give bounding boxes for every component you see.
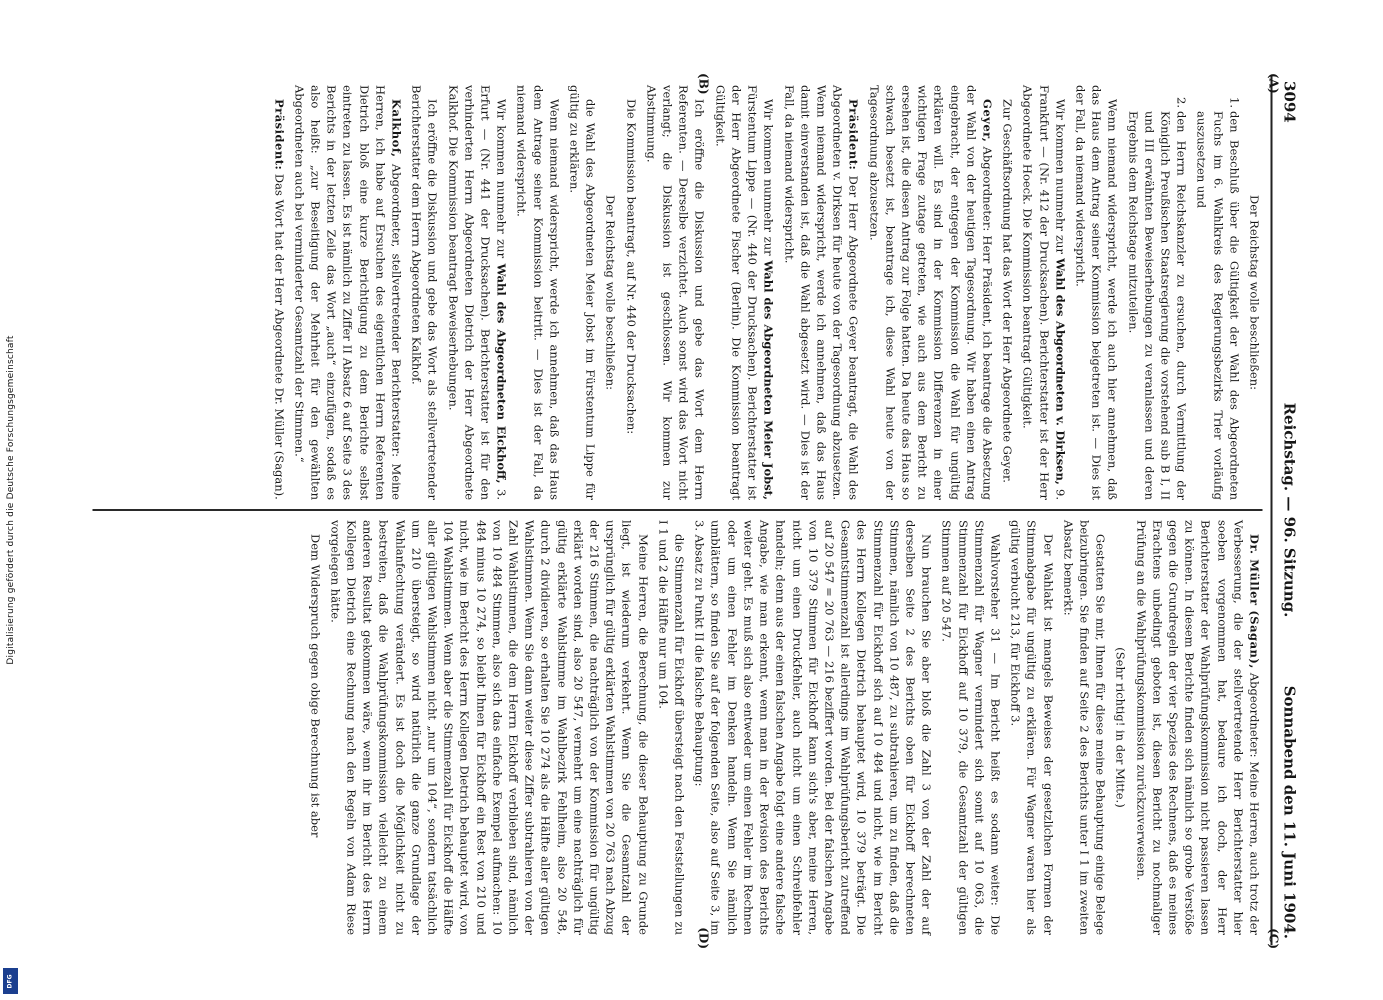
column-divider xyxy=(92,509,1262,511)
paragraph: Meine Herren, die Berechnung, die dieser Behauptung zu Grunde liegt, ist wiederum verkehrt. Wenn Sie die Gesamtzahl der ursprünglich für gültig erklärten Wahlstimmen von 20 763 nach Abzug der 216 Stimmen, die nachträglich von der Kommission für ungültig erklärt worden sind, also 20 547, vermehrt um eine nachträglich für gültig erklärte Wahlstimme im Wahlbezirk Fehlheim, also 20 548, durch 2 dividieren, so erhalten Sie 10 274 als die Hälfte aller gültigen Wahlstimmen. Wenn Sie dann weiter diese Ziffer subtrahieren von der Zahl Wahlstimmen, die dem Herrn Eickhoff verblieben sind, nämlich von 10 484 Stimmen, also sich das einfache Exempel aufmachen: 10 484 minus 10 274, so bleibt Ihnen für Eickhoff ein Rest von 210 und nicht, wie im Bericht des Herrn Kollegen Dietrich behauptet wird, von 104 Wahlstimmen. Wenn aber die Stimmenzahl für Eickhoff die Hälfte aller gültigen Wahlstimmen nicht „nur um 104“, sondern tatsächlich um 210 übersteigt, so wird natürlich die ganze Grundlage der Wahlanfechtung verändert. Es ist doch die Möglichkeit nicht zu bestreiten, daß die Wahlprüfungskommission vielleicht zu einem anderen Resultat gekommen wäre, wenn ihr im Bericht des Herrn Kollegen Dietrich eine Rechnung nach den Regeln von Adam Riese vorgelegen hätte. xyxy=(327,520,650,935)
list-item-text: den Herrn Reichskanzler zu ersuchen, durch Vermittlung der Königlich Preußischen Staatsregierung die vorstehend sub B I, II und III erwähnten Beweiserhebungen zu veranlassen und deren Ergebnis dem Reichstage mitzuteilen. xyxy=(1125,111,1189,500)
right-column xyxy=(302,520,1262,935)
resolution-text: die Wahl des Abgeordneten Meier Jobst im Fürstentum Lippe für gültig zu erklären. xyxy=(567,85,598,500)
resolution-intro: Der Reichstag wolle beschließen: xyxy=(1247,195,1261,390)
speaker-name: Geyer, xyxy=(979,99,994,143)
speech xyxy=(1132,520,1262,935)
speaker-name: Präsident: xyxy=(846,99,861,171)
paragraph: Gestatten Sie mir, Ihnen für diese meine Behauptung einige Belege beizubringen. Sie finden auf Seite 2 des Berichts unter I 1 im zweiten Absatz bemerkt: xyxy=(1060,520,1108,935)
speech-text: Abgeordneter, stellvertretender Berichterstatter: Meine Herren, ich habe auf Ersuchen des eigentlichen Herrn Referenten Dietrich bloß eine kurze Berichtigung zu dem Berichte selbst eintreten zu lassen. Es ist nämlich zu Ziffer II Absatz 6 auf Seite 3 des Berichts in der letzten Zeile das Wort „auch“ einzufügen, sodaß es also heißt: „zur Beseitigung der Mehrheit für den gewählten Abgeordneten auch bei verminderter Gesamtzahl der Stimmen.“ xyxy=(291,85,404,500)
paragraph-text: 3. Erfurt — (Nr. 441 der Drucksachen). Berichterstatter ist für den verhinderten Herrn Abgeordneten Dietrich der Herr Abgeordnete Kalkhof. Die Kommission beantragt Beweiserhebungen. xyxy=(445,85,509,500)
margin-marker-a: (A) xyxy=(1266,73,1280,94)
list-number: 1. xyxy=(1226,97,1241,108)
paragraph-text: Wir kommen nunmehr zur xyxy=(494,99,509,264)
paragraph: Ich eröffne die Diskussion und gebe das Wort dem Herrn Referenten. — Derselbe verzichtet. Auch sonst wird das Wort nicht verlangt; die Diskussion ist geschlossen. Wir kommen zur Abstimmung. xyxy=(643,85,707,500)
running-title: Reichstag. — 96. Sitzung. xyxy=(1280,402,1298,618)
speech xyxy=(270,85,286,500)
resolution-item xyxy=(1124,85,1189,500)
speech-text: Abgeordneter: Herr Präsident, ich beantrage die Absetzung der Wahl von der heutigen Tagesordnung. Wir haben einen Antrag eingebracht, der entgegen der Kommission die Wahl für ungültig erklären will. Es sind in der Kommission Differenzen in einer wichtigen Frage zutage getreten, wie auch aus dem Bericht zu ersehen ist, die diesen Antrag zur Folge hatten. Da heute das Haus so schwach besetzt ist, beantrage ich, diese Wahl heute von der Tagesordnung abzusetzen. xyxy=(866,85,994,500)
paragraph: Dem Widerspruch gegen obige Berechnung ist aber xyxy=(307,534,322,838)
quoted-passage: Der Wahlakt ist mangels Beweises der gesetzlichen Formen der Stimmabgabe für ungültig zu erklären. Für Wagner waren hier als gültig verbucht 213, für Eickhoff 3. xyxy=(1008,520,1055,935)
election-heading: Wahl des Abgeordneten Meier Jobst, xyxy=(761,260,776,500)
left-column xyxy=(266,85,1262,500)
interjection: (Sehr richtig! in der Mitte.) xyxy=(1113,647,1128,808)
speech-text: Abgeordneter: Meine Herren, auch trotz der Verbesserung, die der stellvertretende Herr Berichterstatter hier soeben vorgenommen hat, bedaure ich doch, der Herr Berichterstatter der Wahlprüfungskommission nicht passieren lassen zu können. In diesem Berichte finden sich nämlich so grobe Verstöße gegen die Grundregeln der vier Spezies des Rechnens, daß es meines Erachtens unbedingt geboten ist, diesen Bericht zu nochmaliger Prüfung an die Wahlprüfungskommission zurückzuverweisen. xyxy=(1133,520,1261,936)
dfg-logo xyxy=(3,968,18,994)
speech-text: Der Herr Abgeordnete Geyer beantragt, die Wahl des Abgeordneten v. Dirksen für heute von der Tagesordnung abzusetzen. Wenn niemand widerspricht, werde ich annehmen, daß das Haus damit einverstanden ist, daß die Wahl abgesetzt wird. — Dies ist der Fall, da niemand widerspricht. xyxy=(781,85,861,500)
margin-marker-d: (D) xyxy=(696,927,710,949)
paragraph xyxy=(712,85,777,500)
paragraph-text: Wir kommen nunmehr zur xyxy=(761,99,776,261)
paragraph-text: Wir kommen nunmehr zur xyxy=(1052,99,1067,259)
page-header xyxy=(1274,75,1300,945)
paragraph xyxy=(444,85,509,500)
election-heading: Wahl des Abgeordneten v. Dirksen, xyxy=(1052,258,1067,485)
speaker-name: Kalkhof, xyxy=(389,99,404,158)
session-date: Sonnabend den 11. Juni 1904. xyxy=(1280,685,1298,939)
paragraph: Wenn niemand widerspricht, werde ich annehmen, daß das Haus dem Antrage seiner Kommission beitritt. — Dies ist der Fall, da niemand widerspricht. xyxy=(514,85,561,500)
paragraph xyxy=(1019,85,1068,500)
paragraph: Zur Geschäftsordnung hat das Wort der Herr Abgeordnete Geyer. xyxy=(1000,99,1015,483)
paragraph-text: Fürstentum Lippe — (Nr. 440 der Drucksachen). Berichterstatter ist der Herr Abgeordnete Fischer (Berlin). Die Kommission beantragt Gültigkeit. xyxy=(712,85,760,500)
election-heading: Wahl des Abgeordneten Eickhoff, xyxy=(494,263,509,484)
quoted-passage: die Stimmenzahl für Eickhoff übersteigt nach den Feststellungen zu I 1 und 2 die Hälfte nur um 104. xyxy=(655,520,687,935)
paragraph-text: 9. Frankfurt — (Nr. 412 der Drucksachen). Berichterstatter ist der Herr Abgeordnete Hoeck. Die Kommission beantragt Gültigkeit. xyxy=(1020,85,1067,500)
scanned-page xyxy=(75,73,1310,949)
speech-text: Das Wort hat der Herr Abgeordnete Dr. Müller (Sagan). xyxy=(271,170,286,500)
margin-marker-c: (C) xyxy=(1266,928,1280,949)
speech xyxy=(865,85,995,500)
list-item-text: den Beschluß über die Gültigkeit der Wahl des Abgeordneten Fuchs im 6. Wahlkreis des Regierungsbezirks Trier vorläufig auszusetzen und xyxy=(1194,111,1241,500)
header-rule xyxy=(1270,75,1272,945)
list-number: 2. xyxy=(1174,97,1189,108)
scanned-page-frame xyxy=(75,73,1310,949)
paragraph: Die Kommission beantragt, auf Nr. 440 der Drucksachen: xyxy=(623,99,638,435)
quoted-passage: Wahlvorsteher 31 — Im Bericht heißt es sodann weiter: Die Stimmenzahl für Wagner vermindert sich somit auf 10 063, die Stimmenzahl für Eickhoff auf 10 379, die Gesamtzahl der gültigen Stimmen auf 20 547. xyxy=(939,520,1002,935)
digitization-note: Digitalisierung gefördert durch die Deutsche Forschungsgemeinschaft xyxy=(6,335,16,665)
speech xyxy=(780,85,861,500)
page-number: 3094 xyxy=(1280,81,1298,123)
paragraph: Wenn niemand widerspricht, werde ich auch hier annehmen, daß das Haus dem Antrag seiner Kommission beigetreten ist. — Dies ist der Fall, da niemand widerspricht. xyxy=(1072,85,1120,500)
digitization-footer xyxy=(0,0,22,1000)
speaker-name: Präsident: xyxy=(271,99,286,171)
speaker-name: Dr. Müller (Sagan), xyxy=(1247,534,1261,669)
margin-marker-b: (B) xyxy=(696,73,710,95)
resolution-item xyxy=(1193,85,1242,500)
speech xyxy=(291,85,404,500)
dfg-logo-text: DFG xyxy=(6,973,14,989)
resolution-intro: Der Reichstag wolle beschließen: xyxy=(603,195,618,390)
paragraph: Nun brauchen Sie aber bloß die Zahl 3 von der Zahl der auf derselben Seite 2 des Berichts oben für Eickhoff berechneten Stimmen, nämlich von 10 487, zu subtrahieren, um zu finden, daß die Stimmenzahl für Eickhoff sich auf 10 484 und nicht, wie im Bericht des Herrn Kollegen Dietrich behauptet wird, 10 379 beträgt. Die Gesamtstimmenzahl ist allerdings im Wahlprüfungsbericht zutreffend auf 20 547 = 20 763 — 216 beziffert worden. Bei der falschen Angabe von 10 379 Stimmen für Eickhoff kann sich's aber, meine Herren, nicht um einen Druckfehler, auch nicht um einen Schreibfehler handeln; denn aus der einen falschen Angabe folgt eine andere falsche Angabe, wie man erkennt, wenn man in der Revision des Berichts weiter geht. Es muß sich also entweder um einen Fehler im Rechnen oder um einen Fehler im Denken handeln. Wenn Sie nämlich umblättern, so finden Sie auf der folgenden Seite, also auf Seite 3, im 3. Absatz zu Punkt II die falsche Behauptung: xyxy=(692,520,934,935)
paragraph: Ich eröffne die Diskussion und gebe das Wort als stellvertretender Berichterstatter dem Herrn Abgeordneten Kalkhof. xyxy=(409,85,440,500)
